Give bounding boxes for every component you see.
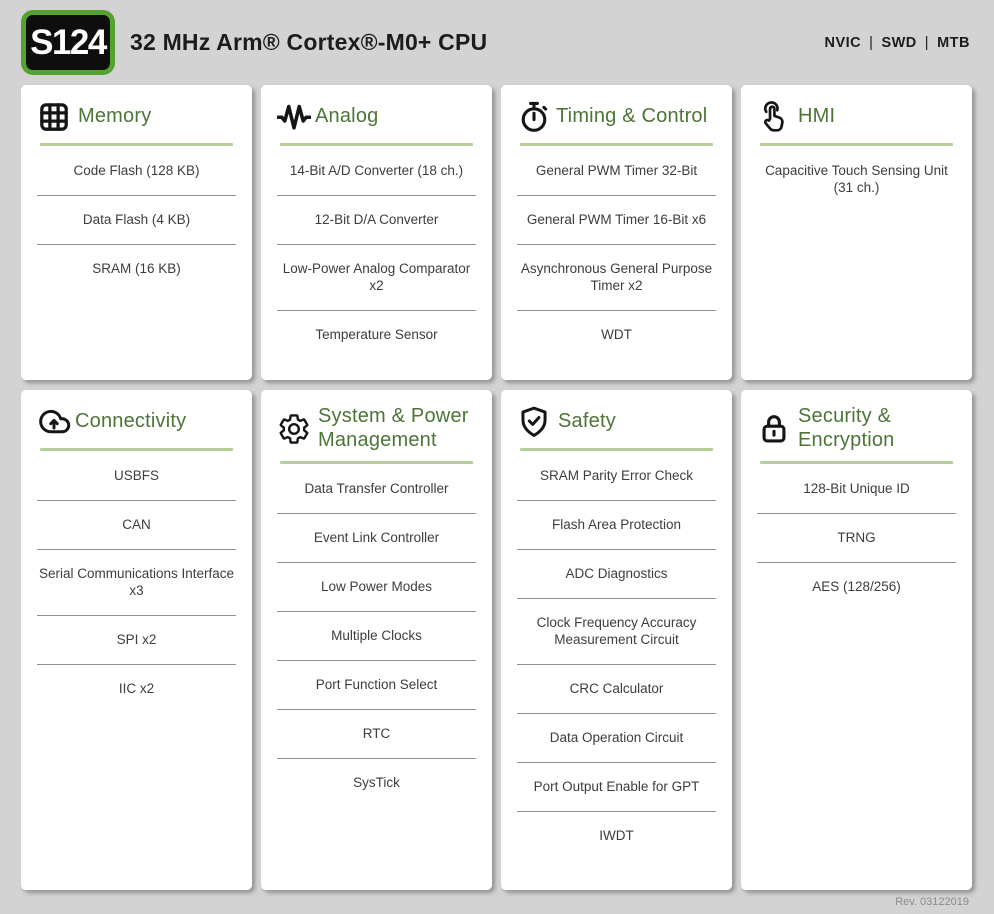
chip-logo [21,10,115,75]
card-header [501,85,732,134]
feature-item: IWDT [599,828,634,843]
feature-item: SysTick [353,775,400,791]
separator: | [869,34,874,51]
card-title: Security & Encryption [798,405,895,451]
separator: | [924,34,930,51]
shield-check-icon [517,405,551,439]
feature-item: CAN [37,501,236,550]
feature-list [21,147,252,293]
title-underline [760,461,953,464]
lock-icon [757,412,791,446]
card-header [741,85,972,134]
feature-item: Data Operation Circuit [517,714,716,763]
card-security [741,390,972,890]
page-title: 32 MHz Arm® Cortex®-M0+ CPU [130,29,488,55]
feature-item: Code Flash (128 KB) [37,147,236,196]
feature-item: Low Power Modes [277,563,476,612]
feature-list [501,147,732,359]
card-title: Timing & Control [556,105,708,128]
feature-item: Flash Area Protection [517,501,716,550]
feature-item: USBFS [37,452,236,501]
card-header [21,85,252,134]
feature-item: General PWM Timer 32-Bit [517,147,716,196]
feature-item: Asynchronous General Purpose Timer x2 [517,245,716,311]
feature-list [741,465,972,611]
feature-item: Serial Communications Interface x3 [37,550,236,616]
card-system-power [261,390,492,890]
grid-icon [37,100,71,134]
feature-item: Port Function Select [277,661,476,710]
feature-list [261,147,492,359]
feature-item: Temperature Sensor [315,327,438,342]
card-header [21,390,252,439]
card-title: HMI [798,105,836,128]
feature-item: Clock Frequency Accuracy Measurement Circuit [517,599,716,665]
feature-item: Data Transfer Controller [277,465,476,514]
card-title: Memory [78,105,152,128]
feature-item: RTC [277,710,476,759]
feature-item: Low-Power Analog Comparator x2 [277,245,476,311]
waveform-icon [277,100,311,134]
feature-card-grid [0,85,994,890]
title-underline [40,143,233,146]
card-connectivity [21,390,252,890]
feature-item: SRAM (16 KB) [92,261,181,276]
feature-item: Capacitive Touch Sensing Unit (31 ch.) [765,163,948,195]
feature-item: AES (128/256) [812,579,901,595]
feature-list [741,147,972,212]
title-underline [40,448,233,451]
title-underline [280,143,473,146]
revision-label: Rev. 03122019 [895,896,969,908]
card-title: System & Power Management [318,405,469,451]
card-title: Safety [558,410,616,433]
feature-item: 12-Bit D/A Converter [277,196,476,245]
card-header [261,85,492,134]
chip-name: S124 [30,22,106,62]
card-header [501,390,732,439]
stopwatch-icon [517,100,551,134]
gear-icon [277,412,311,446]
card-timing-control [501,85,732,380]
cloud-upload-icon [37,405,71,439]
title-underline [520,143,713,146]
feature-item: CRC Calculator [517,665,716,714]
title-underline [760,143,953,146]
card-analog [261,85,492,380]
card-title: Analog [315,105,379,128]
feature-item: ADC Diagnostics [517,550,716,599]
feature-item: Port Output Enable for GPT [517,763,716,812]
feature-item: SPI x2 [37,616,236,665]
card-header [741,390,972,452]
feature-item: WDT [601,327,632,342]
feature-list [501,452,732,860]
feature-item: TRNG [757,514,956,563]
card-title: Connectivity [75,410,187,433]
feature-item: Event Link Controller [277,514,476,563]
feature-list [261,465,492,807]
feature-item: SRAM Parity Error Check [517,452,716,501]
debug-interface-swd: SWD [881,34,917,51]
card-memory [21,85,252,380]
card-header [261,390,492,452]
feature-item: IIC x2 [118,681,155,696]
feature-list [21,452,252,713]
feature-item: 128-Bit Unique ID [757,465,956,514]
feature-item: Data Flash (4 KB) [37,196,236,245]
debug-interfaces [825,35,970,51]
card-safety [501,390,732,890]
card-hmi [741,85,972,380]
feature-item: Multiple Clocks [277,612,476,661]
feature-item: 14-Bit A/D Converter (18 ch.) [277,147,476,196]
title-underline [520,448,713,451]
touch-icon [757,100,791,134]
debug-interface-mtb: MTB [937,34,970,51]
feature-item: General PWM Timer 16-Bit x6 [517,196,716,245]
header [0,0,994,85]
debug-interface-nvic: NVIC [824,34,862,51]
title-underline [280,461,473,464]
